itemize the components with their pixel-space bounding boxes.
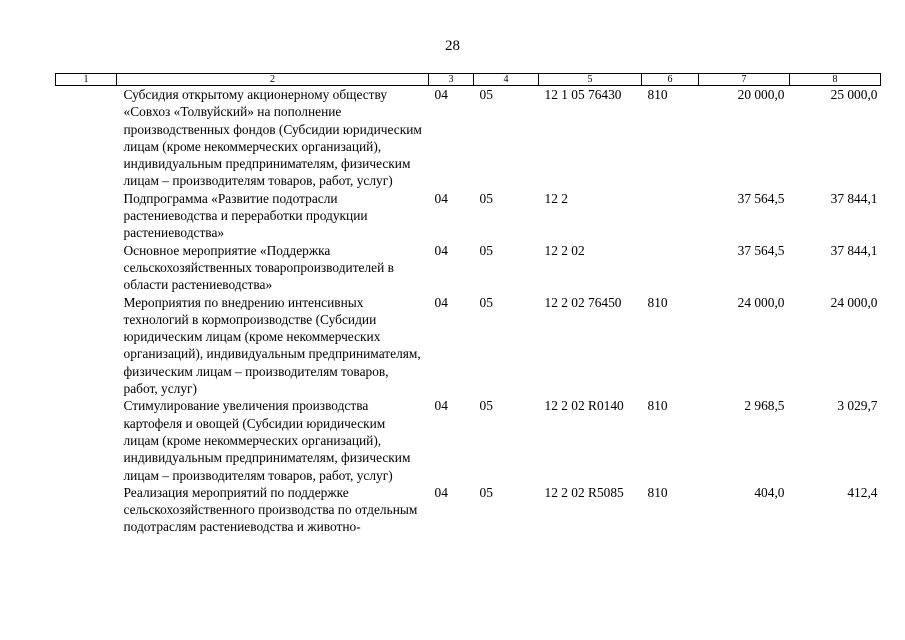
amount-year-1: 404,0: [754, 484, 785, 500]
expense-type-code: 810: [647, 398, 668, 414]
expense-type-code: 810: [647, 484, 668, 500]
subsection-code: 05: [479, 294, 493, 310]
budget-table: [55, 73, 881, 536]
item-name: Реализация мероприятий по поддержке сельскохозяйственного производства по отдельным подотраслям растениеводства и животно-: [123, 484, 418, 535]
item-name: Основное мероприятие «Поддержка сельскохозяйственных товаропроизводителей в области растениеводства»: [123, 242, 394, 293]
subsection-code: 05: [479, 190, 493, 206]
amount-year-2: 37 844,1: [830, 190, 878, 206]
section-code: 04: [434, 398, 448, 414]
section-code: 04: [434, 294, 448, 310]
table-row: [56, 484, 881, 536]
column-header: 7: [699, 74, 790, 86]
row-number-cell: [56, 86, 117, 190]
column-header: 4: [474, 74, 539, 86]
table-row: [56, 397, 881, 483]
column-header: 6: [642, 74, 699, 86]
item-name: Субсидия открытому акционерному обществу «Совхоз «Толвуйский» на пополнение производственных фондов (Субсидии юридическим лицам (кроме некоммерческих организаций), индивидуальным предпринимателям, физическим лицам – производителям товаров, работ, услуг): [123, 87, 422, 189]
target-article-code: 12 2 02 76450: [544, 294, 622, 310]
expense-type-code: [642, 190, 699, 242]
amount-year-2: 24 000,0: [830, 294, 878, 310]
amount-year-2: 3 029,7: [837, 398, 878, 414]
column-header: 3: [429, 74, 474, 86]
target-article-code: 12 2 02 R0140: [544, 398, 624, 414]
row-number-cell: [56, 294, 117, 398]
row-number-cell: [56, 397, 117, 483]
section-code: 04: [434, 87, 448, 102]
column-header: 5: [539, 74, 642, 86]
table-row: [56, 242, 881, 294]
target-article-code: 12 2: [544, 190, 568, 206]
column-numbers-row: [56, 74, 881, 86]
item-name: Стимулирование увеличения производства картофеля и овощей (Субсидии юридическим лицам (кроме некоммерческих организаций), индивидуальным предпринимателям, физическим лицам – производителям товаров, работ, услуг): [123, 398, 411, 483]
expense-type-code: 810: [647, 294, 668, 310]
amount-year-1: 24 000,0: [737, 294, 785, 310]
section-code: 04: [434, 190, 448, 206]
column-header: 1: [56, 74, 117, 86]
table-row: [56, 190, 881, 242]
subsection-code: 05: [479, 484, 493, 500]
column-header: 2: [117, 74, 429, 86]
subsection-code: 05: [479, 242, 493, 258]
amount-year-2: 25 000,0: [830, 87, 878, 102]
amount-year-2: 412,4: [847, 484, 878, 500]
expense-type-code: 810: [647, 87, 668, 102]
page-number: 28: [445, 38, 460, 54]
target-article-code: 12 2 02: [544, 242, 585, 258]
amount-year-1: 37 564,5: [737, 190, 785, 206]
table-row: [56, 294, 881, 398]
amount-year-2: 37 844,1: [830, 242, 878, 258]
amount-year-1: 37 564,5: [737, 242, 785, 258]
item-name: Мероприятия по внедрению интенсивных технологий в кормопроизводстве (Субсидии юридическим лицам (кроме некоммерческих организаций), индивидуальным предпринимателям, физическим лицам – производителям товаров, работ, услуг): [123, 294, 421, 397]
table-row: [56, 86, 881, 190]
subsection-code: 05: [479, 87, 493, 102]
row-number-cell: [56, 190, 117, 242]
target-article-code: 12 1 05 76430: [544, 87, 622, 102]
subsection-code: 05: [479, 398, 493, 414]
amount-year-1: 2 968,5: [744, 398, 785, 414]
expense-type-code: [642, 242, 699, 294]
column-header: 8: [790, 74, 881, 86]
section-code: 04: [434, 242, 448, 258]
item-name: Подпрограмма «Развитие подотрасли растениеводства и переработки продукции растениеводства»: [123, 190, 368, 241]
row-number-cell: [56, 242, 117, 294]
row-number-cell: [56, 484, 117, 536]
target-article-code: 12 2 02 R5085: [544, 484, 624, 500]
amount-year-1: 20 000,0: [737, 87, 785, 102]
section-code: 04: [434, 484, 448, 500]
